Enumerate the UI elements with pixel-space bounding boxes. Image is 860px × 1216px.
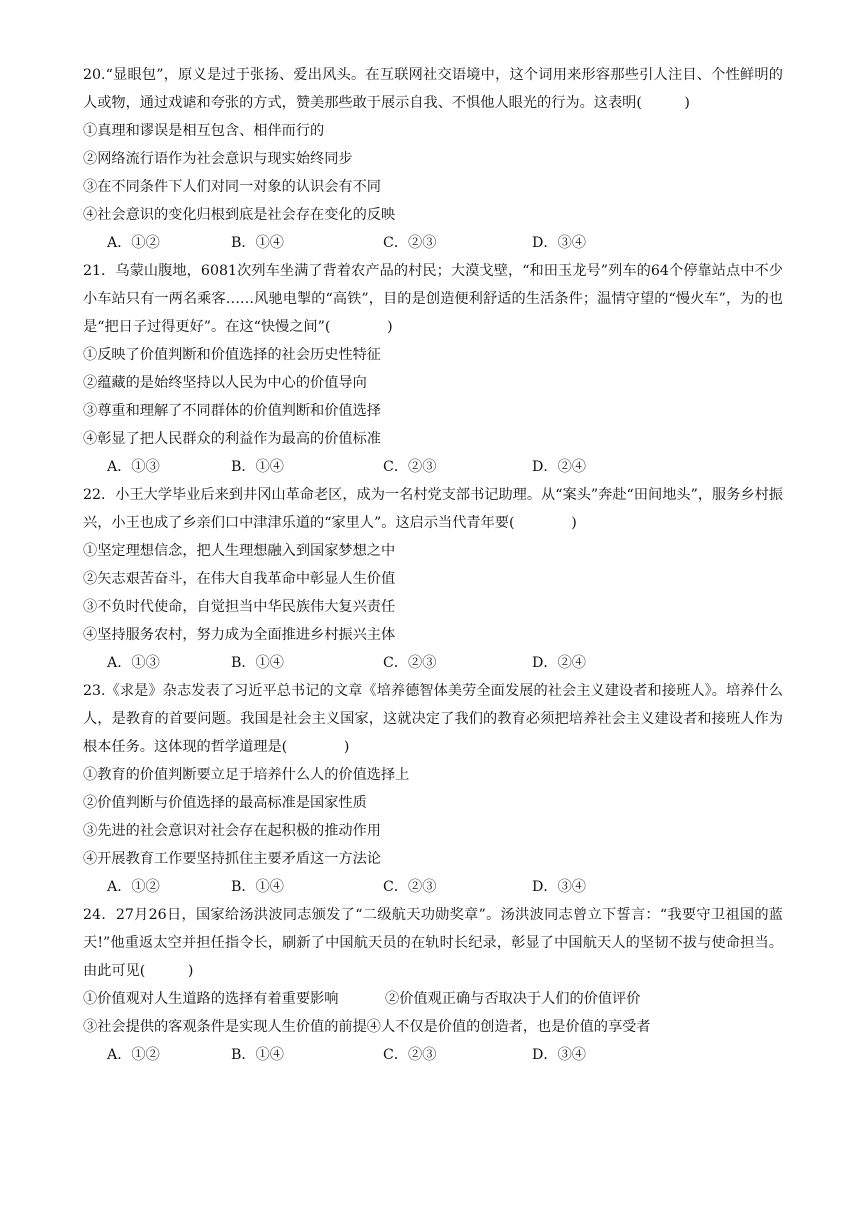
question-24 — [83, 901, 783, 1069]
choice-c[interactable]: C．②③ — [383, 1047, 437, 1063]
statement-1: ①反映了价值判断和价值选择的社会历史性特征 — [83, 347, 381, 363]
statement-2: ②网络流行语作为社会意识与现实始终同步 — [83, 151, 353, 167]
answer-choices — [83, 453, 783, 481]
answer-choices — [83, 649, 783, 677]
statement-3: ③社会提供的客观条件是实现人生价值的前提 — [83, 1019, 367, 1035]
statement-4: ④社会意识的变化归根到底是社会存在变化的反映 — [83, 207, 396, 223]
question-23 — [83, 677, 783, 901]
statement-2: ②价值判断与价值选择的最高标准是国家性质 — [83, 795, 367, 811]
statement-3: ③尊重和理解了不同群体的价值判断和价值选择 — [83, 403, 381, 419]
choice-c[interactable]: C．②③ — [383, 879, 437, 895]
choice-c[interactable]: C．②③ — [383, 459, 437, 475]
choice-d[interactable]: D．③④ — [532, 235, 586, 251]
statement-4: ④彰显了把人民群众的利益作为最高的价值标准 — [83, 431, 381, 447]
question-stem: 23.《求是》杂志发表了习近平总书记的文章《培养德智体美劳全面发展的社会主义建设者和接班人》。培养什么人，是教育的首要问题。我国是社会主义国家，这就决定了我们的教育必须把培养社会主义建设者和接班人作为根本任务。这体现的哲学道理是( ) — [83, 683, 783, 755]
statement-row-2 — [83, 1013, 783, 1041]
answer-choices — [83, 873, 783, 901]
answer-choices — [83, 1041, 783, 1069]
choice-d[interactable]: D．②④ — [532, 655, 586, 671]
choice-b[interactable]: B．①④ — [231, 1047, 284, 1063]
choice-a[interactable]: A．①② — [107, 1047, 160, 1063]
statement-3: ③先进的社会意识对社会存在起积极的推动作用 — [83, 823, 381, 839]
choice-d[interactable]: D．②④ — [532, 459, 586, 475]
question-22 — [83, 481, 783, 677]
statement-2: ②价值观正确与否取决于人们的价值评价 — [385, 991, 641, 1007]
choice-b[interactable]: B．①④ — [231, 655, 284, 671]
statement-row-1 — [83, 985, 783, 1013]
choice-a[interactable]: A．①③ — [107, 459, 160, 475]
statement-1: ①坚定理想信念，把人生理想融入到国家梦想之中 — [83, 543, 396, 559]
question-stem: 20.“显眼包”，原义是过于张扬、爱出风头。在互联网社交语境中，这个词用来形容那些引人注目、个性鲜明的人或物，通过戏谑和夸张的方式，赞美那些敢于展示自我、不惧他人眼光的行为。这表明( ) — [83, 67, 783, 111]
question-20 — [83, 61, 783, 257]
statement-4: ④开展教育工作要坚持抓住主要矛盾这一方法论 — [83, 851, 381, 867]
question-stem: 24．27月26日，国家给汤洪波同志颁发了“二级航天功勋奖章”。汤洪波同志曾立下誓言：“我要守卫祖国的蓝天!”他重返太空并担任指令长，刷新了中国航天员的在轨时长纪录，彰显了中国航天人的坚韧不拔与使命担当。由此可见( ) — [83, 907, 783, 979]
answer-choices — [83, 229, 783, 257]
question-21 — [83, 257, 783, 481]
choice-d[interactable]: D．③④ — [532, 1047, 586, 1063]
statement-3: ③在不同条件下人们对同一对象的认识会有不同 — [83, 179, 381, 195]
statement-1: ①价值观对人生道路的选择有着重要影响 — [83, 991, 339, 1007]
choice-d[interactable]: D．③④ — [532, 879, 586, 895]
question-stem: 22．小王大学毕业后来到井冈山革命老区，成为一名村党支部书记助理。从“案头”奔赴“田间地头”，服务乡村振兴，小王也成了乡亲们口中津津乐道的“家里人”。这启示当代青年要( ) — [83, 487, 783, 531]
choice-a[interactable]: A．①② — [107, 235, 160, 251]
statement-4: ④人不仅是价值的创造者，也是价值的享受者 — [366, 1019, 651, 1035]
statement-2: ②矢志艰苦奋斗，在伟大自我革命中彰显人生价值 — [83, 571, 396, 587]
choice-b[interactable]: B．①④ — [231, 459, 284, 475]
choice-c[interactable]: C．②③ — [383, 655, 437, 671]
choice-b[interactable]: B．①④ — [231, 879, 284, 895]
statement-1: ①教育的价值判断要立足于培养什么人的价值选择上 — [83, 767, 410, 783]
statement-1: ①真理和谬误是相互包含、相伴而行的 — [83, 123, 325, 139]
statement-3: ③不负时代使命，自觉担当中华民族伟大复兴责任 — [83, 599, 396, 615]
choice-c[interactable]: C．②③ — [383, 235, 437, 251]
choice-a[interactable]: A．①② — [107, 879, 160, 895]
statement-4: ④坚持服务农村，努力成为全面推进乡村振兴主体 — [83, 627, 396, 643]
choice-a[interactable]: A．①③ — [107, 655, 160, 671]
statement-2: ②蕴藏的是始终坚持以人民为中心的价值导向 — [83, 375, 367, 391]
choice-b[interactable]: B．①④ — [231, 235, 284, 251]
question-stem: 21．乌蒙山腹地，6081次列车坐满了背着农产品的村民；大漠戈壁，“和田玉龙号”列车的64个停靠站点中不少小车站只有一两名乘客……风驰电掣的“高铁”，目的是创造便利舒适的生活条件；温情守望的“慢火车”，为的也是“把日子过得更好”。在这“快慢之间”( ) — [83, 263, 783, 335]
